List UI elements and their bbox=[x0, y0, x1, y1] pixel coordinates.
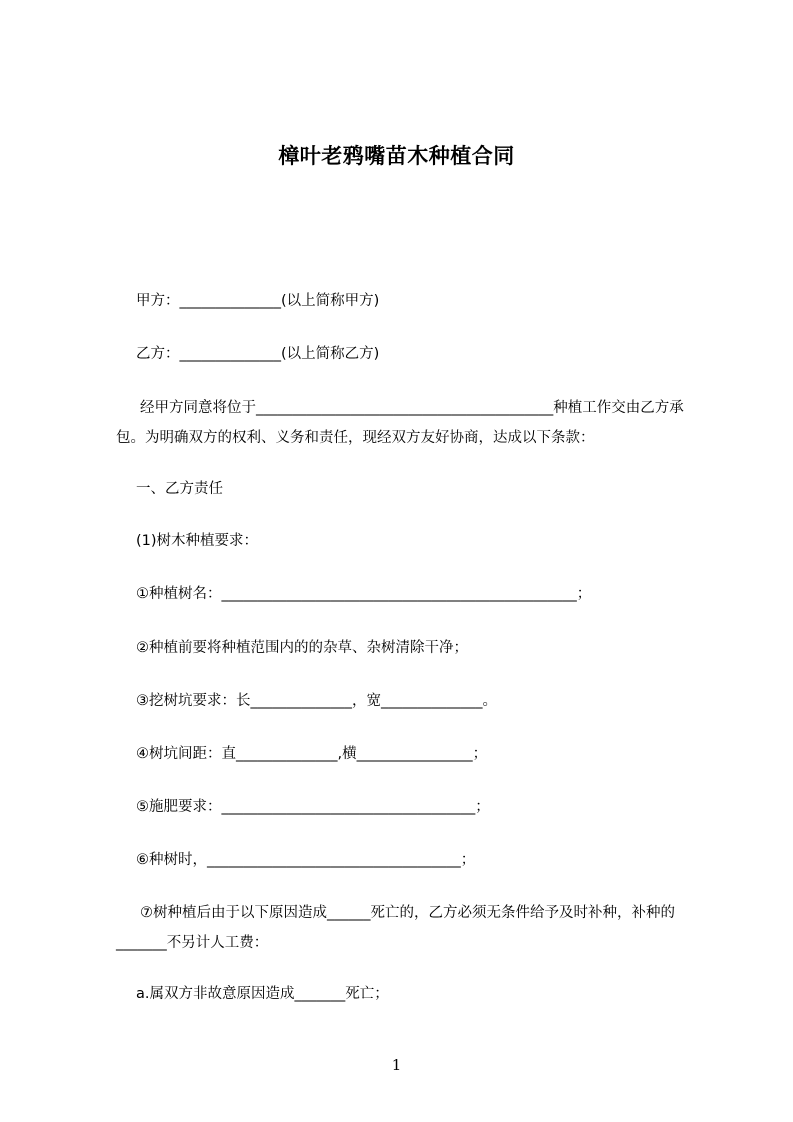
item-2-clearing: ②种植前要将种植范围内的的杂草、杂树清除干净； bbox=[136, 640, 468, 656]
page-number: 1 bbox=[391, 1056, 402, 1074]
item-4-pit-spacing: ④树坑间距：直______________,横________________； bbox=[136, 746, 488, 762]
item-6-planting: ⑥种树时，___________________________________； bbox=[136, 852, 476, 868]
party-a-line: 甲方：______________(以上简称甲方) bbox=[136, 293, 380, 309]
party-b-line: 乙方：______________(以上简称乙方) bbox=[136, 346, 380, 362]
intro-paragraph: 经甲方同意将位于_________________________________________种植工作交由乙方承包。为明确双方的权利、义务和责任，现经双方友好协商，达成以下条款： bbox=[116, 400, 684, 446]
section-1-heading: 一、乙方责任 bbox=[136, 481, 223, 497]
item-7-replanting: ⑦树种植后由于以下原因造成______死亡的，乙方必须无条件给予及时补种，补种的_______不另计人工费： bbox=[116, 905, 675, 951]
subsection-1-heading: (1)树木种植要求： bbox=[136, 533, 259, 549]
item-1-tree-name: ①种植树名：_________________________________________________； bbox=[136, 586, 592, 602]
item-5-fertilizer: ⑤施肥要求：___________________________________； bbox=[136, 799, 490, 815]
item-3-pit-size: ③挖树坑要求：长______________，宽______________。 bbox=[136, 693, 497, 709]
item-a-accidental: a.属双方非故意原因造成_______死亡； bbox=[136, 986, 389, 1002]
document-title: 樟叶老鸦嘴苗木种植合同 bbox=[278, 144, 515, 168]
